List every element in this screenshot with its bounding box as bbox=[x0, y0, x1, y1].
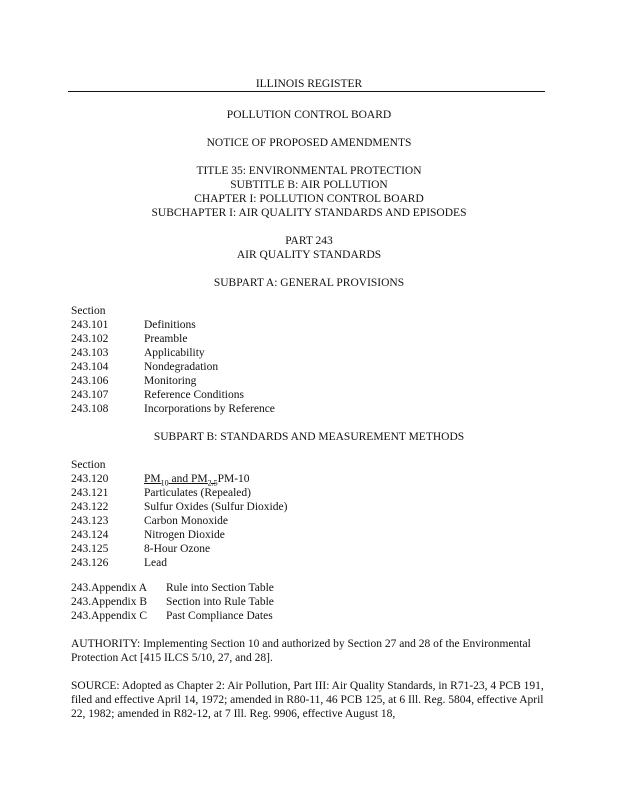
section-title: Definitions bbox=[144, 319, 196, 331]
section-number: 243.122 bbox=[71, 501, 109, 513]
section-number: 243.125 bbox=[71, 543, 109, 555]
notice-title: NOTICE OF PROPOSED AMENDMENTS bbox=[206, 137, 412, 149]
toc-row bbox=[71, 514, 287, 528]
subpart-b-toc bbox=[71, 458, 287, 570]
appendix-number: 243.Appendix B bbox=[71, 596, 148, 608]
section-label: Section bbox=[71, 305, 106, 317]
section-title: Particulates (Repealed) bbox=[144, 487, 251, 499]
appendix-row bbox=[71, 581, 274, 595]
toc-row bbox=[71, 556, 287, 570]
section-label: Section bbox=[71, 459, 106, 471]
chapter-heading: CHAPTER I: POLLUTION CONTROL BOARD bbox=[194, 193, 424, 205]
section-number: 243.107 bbox=[71, 389, 109, 401]
section-title: Incorporations by Reference bbox=[144, 403, 275, 415]
subpart-a-heading: SUBPART A: GENERAL PROVISIONS bbox=[213, 277, 405, 289]
section-title: Nitrogen Dioxide bbox=[144, 529, 225, 541]
toc-row bbox=[71, 374, 275, 388]
section-number: 243.101 bbox=[71, 319, 109, 331]
appendix-number: 243.Appendix C bbox=[71, 610, 148, 622]
section-number: 243.126 bbox=[71, 557, 109, 569]
section-title: Monitoring bbox=[144, 375, 197, 387]
subchapter-heading: SUBCHAPTER I: AIR QUALITY STANDARDS AND EPISODES bbox=[151, 207, 467, 219]
section-number: 243.104 bbox=[71, 361, 109, 373]
header-rule bbox=[68, 91, 545, 92]
section-number: 243.120 bbox=[71, 473, 109, 485]
section-number: 243.123 bbox=[71, 515, 109, 527]
section-title: Reference Conditions bbox=[144, 389, 244, 401]
inserted-text: $PM_{10}$ and $PM_{2.5}$ bbox=[144, 473, 218, 488]
section-title-amended bbox=[144, 472, 250, 486]
section-title: Nondegradation bbox=[144, 361, 219, 373]
section-number: 243.103 bbox=[71, 347, 109, 359]
toc-row bbox=[71, 318, 275, 332]
section-number: 243.102 bbox=[71, 333, 109, 345]
section-title: Lead bbox=[144, 557, 167, 569]
toc-row bbox=[71, 542, 287, 556]
toc-row bbox=[71, 528, 287, 542]
register-title: ILLINOIS REGISTER bbox=[255, 78, 363, 90]
subtitle-heading: SUBTITLE B: AIR POLLUTION bbox=[230, 179, 388, 191]
authority-paragraph: AUTHORITY: Implementing Section 10 and authorized by Section 27 and 28 of the Environmental Protection Act [415 ILCS 5/10, 27, and 28]. bbox=[71, 638, 531, 664]
appendix-number: 243.Appendix A bbox=[71, 582, 148, 594]
toc-row bbox=[71, 346, 275, 360]
appendix-row bbox=[71, 609, 274, 623]
toc-row bbox=[71, 360, 275, 374]
section-number: 243.121 bbox=[71, 487, 109, 499]
section-title: Preamble bbox=[144, 333, 188, 345]
part-name: AIR QUALITY STANDARDS bbox=[236, 249, 382, 261]
toc-row bbox=[71, 388, 275, 402]
title-heading: TITLE 35: ENVIRONMENTAL PROTECTION bbox=[196, 165, 422, 177]
subpart-b-heading: SUBPART B: STANDARDS AND MEASUREMENT METHODS bbox=[153, 431, 465, 443]
source-paragraph: SOURCE: Adopted as Chapter 2: Air Pollution, Part III: Air Quality Standards, in R71-23, 4 PCB 191, filed and effective April 14, 1972; amended in R80-11, 46 PCB 125, at 6 Ill. Reg. 5804, effective April 22, 1982; amended in R82-12, at 7 Ill. Reg. 9906, effective August 18, bbox=[71, 680, 544, 720]
board-name: POLLUTION CONTROL BOARD bbox=[226, 109, 392, 121]
toc-row bbox=[71, 402, 275, 416]
section-title: Sulfur Oxides (Sulfur Dioxide) bbox=[144, 501, 288, 513]
subpart-a-toc bbox=[71, 304, 275, 416]
appendix-title: Past Compliance Dates bbox=[166, 610, 273, 622]
section-title: 8-Hour Ozone bbox=[144, 543, 211, 555]
deleted-text: PM-10 bbox=[217, 473, 250, 485]
appendix-row bbox=[71, 595, 274, 609]
toc-row bbox=[71, 472, 287, 486]
section-title: Applicability bbox=[144, 347, 205, 359]
section-number: 243.124 bbox=[71, 529, 109, 541]
appendix-title: Rule into Section Table bbox=[166, 582, 274, 594]
part-number: PART 243 bbox=[285, 235, 333, 247]
section-number: 243.106 bbox=[71, 375, 109, 387]
toc-row bbox=[71, 332, 275, 346]
appendix-title: Section into Rule Table bbox=[166, 596, 274, 608]
section-title: Carbon Monoxide bbox=[144, 515, 229, 527]
section-number: 243.108 bbox=[71, 403, 109, 415]
toc-row bbox=[71, 486, 287, 500]
appendix-list bbox=[71, 581, 274, 623]
toc-row bbox=[71, 500, 287, 514]
